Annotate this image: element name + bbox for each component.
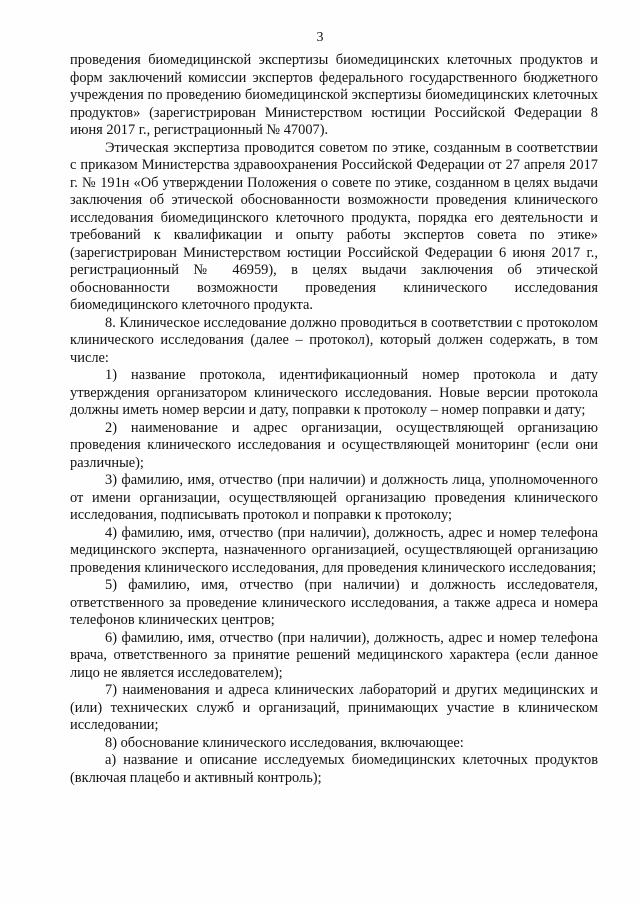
list-item-5: 5) фамилию, имя, отчество (при наличии) и должность исследователя, ответственного за проведение клинического исследования, а также адреса и номера телефонов клинических центров; [70,577,598,628]
paragraph-ethics-review: Этическая экспертиза проводится советом по этике, созданным в соответствии с приказом Министерства здравоохранения Российской Федерации от 27 апреля 2017 г. № 191н «Об утверждении Положения о совете по этике, созданном в целях выдачи заключения об этической обоснованности возможности проведения клинического исследования биомедицинского клеточного продукта, порядка его деятельности и требований к квалификации и опыту работы экспертов совета по этике» (зарегистрирован Министерством юстиции Российской Федерации 6 июня 2017 г., регистрационный № 46959), в целях выдачи заключения об этической обоснованности возможности проведения клинического исследования биомедицинского клеточного продукта. [70,139,598,313]
list-item-7: 7) наименования и адреса клинических лабораторий и других медицинских и (или) технических служб и организаций, принимающих участие в клиническом исследовании; [70,682,598,733]
list-item-8: 8) обоснование клинического исследования, включающее: [105,734,464,751]
list-item-8a: а) название и описание исследуемых биомедицинских клеточных продуктов (включая плацебо и активный контроль); [70,752,598,786]
list-item-4: 4) фамилию, имя, отчество (при наличии), должность, адрес и номер телефона медицинского эксперта, назначенного организацией, осуществляющей организацию проведения клинического исследования, для проведения клинического исследования; [70,524,598,576]
list-item-1: 1) название протокола, идентификационный номер протокола и дату утверждения организатором клинического исследования. Новые версии протокола должны иметь номер версии и дату, поправки к протоколу – номер поправки и дату; [70,367,598,418]
paragraph-continuation: проведения биомедицинской экспертизы биомедицинских клеточных продуктов и форм заключений комиссии экспертов федерального государственного бюджетного учреждения по проведению биомедицинской экспертизы биомедицинских клеточных продуктов» (зарегистрирован Министерством юстиции Российской Федерации 8 июня 2017 г., регистрационный № 47007). [70,52,598,138]
list-item-2: 2) наименование и адрес организации, осуществляющей организацию проведения клинического исследования и осуществляющей мониторинг (если они различные); [70,419,598,471]
document-body [70,52,598,787]
list-item-6: 6) фамилию, имя, отчество (при наличии), должность, адрес и номер телефона врача, ответственного за принятие решений медицинского характера (если данное лицо не является исследователем); [70,629,598,681]
page-number: 3 [316,30,324,45]
paragraph-item-8: 8. Клиническое исследование должно проводиться в соответствии с протоколом клинического исследования (далее – протокол), который должен содержать, в том числе: [70,314,598,366]
list-item-3: 3) фамилию, имя, отчество (при наличии) и должность лица, уполномоченного от имени организации, осуществляющей организацию проведения клинического исследования, подписывать протокол и поправки к протоколу; [70,472,598,523]
